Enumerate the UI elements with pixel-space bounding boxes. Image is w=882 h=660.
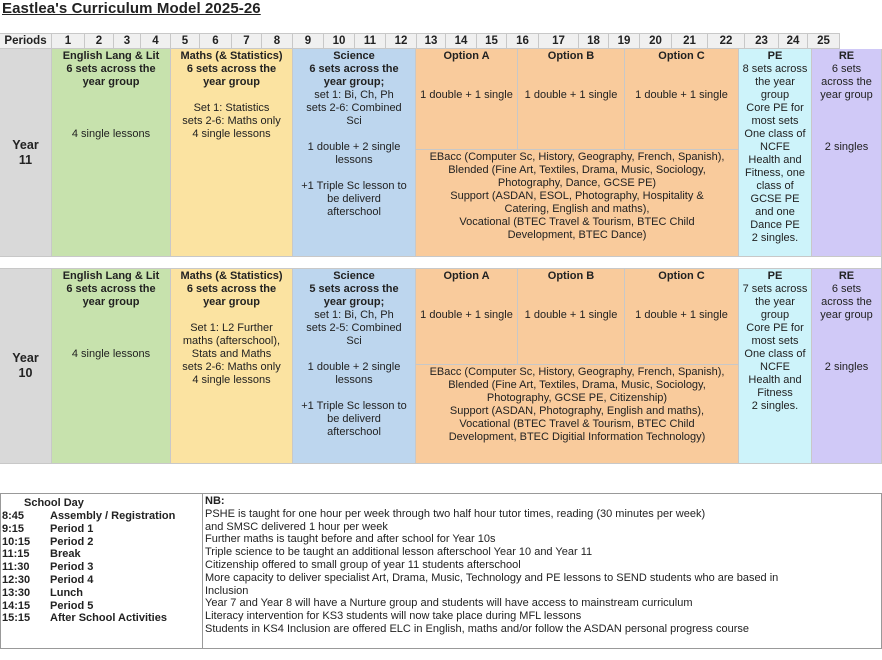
cell-text-line: 6 sets across the xyxy=(66,63,156,75)
option-c-title: Option C xyxy=(658,50,705,62)
pe-title: PE xyxy=(767,50,783,62)
notes-title: NB: xyxy=(205,495,225,507)
period-number-header: 19 xyxy=(609,33,640,49)
cell-text-line xyxy=(293,167,415,180)
cell-text-line: sets 2-6: Maths only xyxy=(182,361,281,373)
cell-text-line: most sets xyxy=(751,115,799,127)
cell-text-line: 6 sets across the xyxy=(186,283,277,295)
year-label-text: 11 xyxy=(18,152,33,167)
cell-text-line: year group xyxy=(820,309,873,321)
option-b-title: Option B xyxy=(547,270,595,282)
option-a-lessons: 1 double + 1 single xyxy=(420,309,513,321)
cell-text-line: Blended (Fine Art, Textiles, Drama, Music, Sociology, xyxy=(448,164,706,176)
cell-text-line: Core PE for xyxy=(746,102,804,114)
cell-text-line xyxy=(293,348,415,361)
year-10-option-a xyxy=(416,269,518,365)
cell-text-line: 4 single lessons xyxy=(71,128,151,140)
cell-text-line: 5 sets across the xyxy=(309,283,399,295)
cell-text-line: Set 1: Statistics xyxy=(193,102,270,114)
pe-details xyxy=(739,283,811,413)
note-line: Further maths is taught before and after school for Year 10s xyxy=(205,533,496,546)
cell-text-line: maths (afterschool), xyxy=(182,335,281,347)
re-details xyxy=(812,283,881,374)
cell-text-line: Development, BTEC Digitial Information Technology) xyxy=(448,431,706,443)
cell-text-line: EBacc (Computer Sc, History, Geography, French, Spanish), xyxy=(429,366,725,378)
cell-text-line: Sci xyxy=(346,335,362,347)
cell-text-line: year group xyxy=(203,76,260,88)
note-line: Triple science to be taught an additional lesson afterschool Year 10 and Year 11 xyxy=(205,546,593,559)
school-day-title: School Day xyxy=(24,497,84,509)
cell-text-line: Vocational (BTEC Travel & Tourism, BTEC Child xyxy=(459,418,695,430)
cell-text-line xyxy=(52,322,170,335)
year-10-label xyxy=(0,269,52,464)
note-line: More capacity to deliver specialist Art, Drama, Music, Technology and PE lessons to SEND students who are based in xyxy=(205,571,779,584)
cell-text-line: 4 single lessons xyxy=(192,128,271,140)
cell-text-line xyxy=(812,128,881,141)
cell-text-line: Blended (Fine Art, Textiles, Drama, Music, Sociology, xyxy=(448,379,706,391)
cell-text-line: +1 Triple Sc lesson to xyxy=(301,400,407,412)
cell-text-line: 7 sets across xyxy=(742,283,808,295)
cell-text-line: Core PE for xyxy=(746,322,804,334)
schedule-event: Period 5 xyxy=(50,599,94,612)
cell-text-line: 2 singles. xyxy=(751,232,799,244)
periods-header-label: Periods xyxy=(0,33,52,49)
cell-text-line: 6 sets xyxy=(831,283,862,295)
year-11-re-cell xyxy=(812,49,882,257)
cell-text-line: 6 sets across the xyxy=(186,63,277,75)
cell-text-line: One class of xyxy=(744,348,806,360)
period-number-header: 15 xyxy=(477,33,507,49)
cell-text-line: across the xyxy=(821,76,872,88)
schedule-time: 15:15 xyxy=(2,612,31,625)
option-b-lessons: 1 double + 1 single xyxy=(524,309,618,321)
year-11-pe-cell xyxy=(739,49,812,257)
cell-text-line: Vocational (BTEC Travel & Tourism, BTEC Child xyxy=(459,216,695,228)
period-number-header: 22 xyxy=(708,33,745,49)
period-number-header: 20 xyxy=(640,33,672,49)
schedule-event: Lunch xyxy=(50,586,83,599)
year-11-label xyxy=(0,49,52,257)
period-number-header: 13 xyxy=(417,33,446,49)
schedule-event: Period 3 xyxy=(50,561,94,574)
year-10-pe-cell xyxy=(739,269,812,464)
note-line: Inclusion xyxy=(205,584,249,597)
cell-text-line xyxy=(52,115,170,128)
cell-text-line: most sets xyxy=(751,335,799,347)
year-10-maths-cell xyxy=(171,269,293,464)
cell-text-line: year group; xyxy=(323,296,385,308)
year-10-science-cell xyxy=(293,269,416,464)
cell-text-line: class of xyxy=(756,180,794,192)
schedule-event: Period 2 xyxy=(50,535,94,548)
spacer-row xyxy=(0,257,882,269)
year-11-maths-cell xyxy=(171,49,293,257)
cell-text-line xyxy=(293,128,415,141)
cell-text-line: One class of xyxy=(744,128,806,140)
year-11-option-b xyxy=(518,49,625,150)
schedule-time: 8:45 xyxy=(2,510,25,522)
period-number-header: 1 xyxy=(52,33,85,49)
cell-text-line: Science xyxy=(333,50,375,62)
cell-text-line: afterschool xyxy=(327,426,381,438)
cell-text-line: 1 double + 2 single xyxy=(307,141,401,153)
cell-text-line: set 1: Bi, Ch, Ph xyxy=(314,309,394,321)
period-number-header: 24 xyxy=(779,33,808,49)
cell-text-line: be deliverd xyxy=(327,193,381,205)
cell-text-line: Stats and Maths xyxy=(191,348,272,360)
period-number-header: 23 xyxy=(745,33,779,49)
cell-text-line xyxy=(812,115,881,128)
cell-text-line: Support (ASDAN, Photography, English and maths), xyxy=(449,405,705,417)
cell-text-line xyxy=(812,322,881,335)
cell-text-line xyxy=(812,348,881,361)
option-a-lessons: 1 double + 1 single xyxy=(420,89,513,101)
year-label-text: 10 xyxy=(18,366,33,380)
cell-text-line: group xyxy=(760,309,790,321)
cell-text-line xyxy=(812,102,881,115)
cell-text-line: NCFE xyxy=(760,141,790,153)
period-number-header: 5 xyxy=(171,33,200,49)
notes-lines xyxy=(205,508,778,636)
cell-text-line: 2 singles xyxy=(824,141,869,153)
cell-text-line: group xyxy=(760,89,790,101)
period-number-header: 3 xyxy=(114,33,141,49)
cell-text-line: +1 Triple Sc lesson to xyxy=(301,180,407,192)
cell-text-line: afterschool xyxy=(327,206,381,218)
cell-text-line: sets 2-6: Combined xyxy=(306,102,402,114)
cell-text-line: the year xyxy=(755,76,795,88)
schedule-time: 10:15 xyxy=(2,535,31,548)
option-c-title: Option C xyxy=(658,270,705,282)
option-a-title: Option A xyxy=(443,270,490,282)
period-number-header: 18 xyxy=(579,33,609,49)
re-title: RE xyxy=(838,50,855,62)
cell-text-line: Health and xyxy=(748,374,802,386)
cell-text-line: lessons xyxy=(335,374,373,386)
year-label-text: Year xyxy=(12,351,39,365)
cell-text-line: year group xyxy=(820,89,873,101)
cell-text-line: Photography, GCSE PE, Citizenship) xyxy=(486,392,668,404)
cell-text-line: Sci xyxy=(346,115,362,127)
cell-text-line xyxy=(812,335,881,348)
schedule-time: 12:30 xyxy=(2,574,31,586)
cell-text-line: EBacc (Computer Sc, History, Geography, French, Spanish), xyxy=(429,151,725,163)
cell-text-line xyxy=(52,102,170,115)
cell-text-line: 6 sets across the xyxy=(66,283,156,295)
pe-title: PE xyxy=(767,270,783,282)
cell-text-line: the year xyxy=(755,296,795,308)
cell-text-line: and one xyxy=(755,206,795,218)
year-10-option-b xyxy=(518,269,625,365)
schedule-time: 9:15 xyxy=(2,522,25,535)
cell-text-line: year group xyxy=(203,296,260,308)
cell-text-line: Maths (& Statistics) xyxy=(180,50,283,62)
cell-text-line: be deliverd xyxy=(327,413,381,425)
note-line: PSHE is taught for one hour per week through two half hour tutor times, reading (30 minutes per week) xyxy=(205,507,706,520)
notes-section xyxy=(205,495,778,636)
cell-text-line: year group xyxy=(82,76,140,88)
period-number-header: 4 xyxy=(141,33,171,49)
note-line: Literacy intervention for KS3 students will now take place during MFL lessons xyxy=(205,610,582,623)
period-number-header: 10 xyxy=(324,33,355,49)
cell-text-line: NCFE xyxy=(760,361,790,373)
note-line: Citizenship offered to small group of year 11 students afterschool xyxy=(205,558,521,571)
cell-text-line: 6 sets xyxy=(831,63,862,75)
period-number-header: 14 xyxy=(446,33,477,49)
cell-text-line: GCSE PE xyxy=(750,193,800,205)
year-10-english-cell xyxy=(52,269,171,464)
cell-text-line: Set 1: L2 Further xyxy=(190,322,273,334)
cell-text-line xyxy=(171,89,292,102)
re-title: RE xyxy=(838,270,855,282)
cell-text-line: year group xyxy=(82,296,140,308)
pe-details xyxy=(739,63,811,245)
note-line: Year 7 and Year 8 will have a Nurture group and students will have access to mainstream curriculum xyxy=(205,597,693,610)
cell-text-line: 8 sets across xyxy=(742,63,808,75)
cell-text-line: Maths (& Statistics) xyxy=(180,270,283,282)
cell-text-line: Photography, Dance, GCSE PE) xyxy=(497,177,657,189)
schedule-event: After School Activities xyxy=(50,612,167,625)
period-number-header: 17 xyxy=(539,33,579,49)
page-title: Eastlea's Curriculum Model 2025-26 xyxy=(2,0,261,17)
period-number-header: 7 xyxy=(232,33,262,49)
cell-text-line: across the xyxy=(821,296,872,308)
schedule-event: Break xyxy=(50,548,81,561)
cell-text-line xyxy=(52,89,170,102)
year-11-options-detail xyxy=(416,150,739,257)
re-details xyxy=(812,63,881,154)
option-c-lessons: 1 double + 1 single xyxy=(635,89,728,101)
cell-text-line: Catering, English and maths), xyxy=(504,203,650,215)
cell-text-line: Health and xyxy=(748,154,802,166)
period-number-header: 2 xyxy=(85,33,114,49)
cell-text-line: year group; xyxy=(323,76,385,88)
schedule-event: Assembly / Registration xyxy=(50,510,176,522)
schedule-event: Period 1 xyxy=(50,522,94,535)
period-number-header: 11 xyxy=(355,33,386,49)
schedule-time: 11:15 xyxy=(2,548,30,561)
cell-text-line: sets 2-6: Maths only xyxy=(182,115,281,127)
year-11-option-c xyxy=(625,49,739,150)
cell-text-line: English Lang & Lit xyxy=(62,270,160,282)
year-10-re-cell xyxy=(812,269,882,464)
period-number-header: 9 xyxy=(293,33,324,49)
year-11-option-a xyxy=(416,49,518,150)
cell-text-line: Fitness, one xyxy=(745,167,805,179)
cell-text-line: 2 singles xyxy=(824,361,869,373)
year-10-option-c xyxy=(625,269,739,365)
cell-text-line: sets 2-5: Combined xyxy=(306,322,402,334)
cell-text-line xyxy=(171,309,292,322)
year-11-science-cell xyxy=(293,49,416,257)
cell-text-line: 1 double + 2 single xyxy=(307,361,401,373)
schedule-time: 14:15 xyxy=(2,599,31,612)
cell-text-line: 6 sets across the xyxy=(309,63,399,75)
cell-text-line: Development, BTEC Dance) xyxy=(507,229,647,241)
note-line: and SMSC delivered 1 hour per week xyxy=(205,520,388,533)
option-c-lessons: 1 double + 1 single xyxy=(635,309,728,321)
cell-text-line: 2 singles. xyxy=(751,400,799,412)
cell-text-line: Fitness xyxy=(757,387,793,399)
period-number-header: 16 xyxy=(507,33,539,49)
cell-text-line: Science xyxy=(333,270,375,282)
period-number-header: 21 xyxy=(672,33,708,49)
cell-text-line xyxy=(52,309,170,322)
period-number-header: 8 xyxy=(262,33,293,49)
period-number-header: 6 xyxy=(200,33,232,49)
year-label-text: Year xyxy=(12,137,39,152)
option-b-title: Option B xyxy=(547,50,595,62)
year-11-english-cell xyxy=(52,49,171,257)
schedule-time: 11:30 xyxy=(2,561,30,574)
year-10-options-detail xyxy=(416,365,739,464)
cell-text-line xyxy=(52,335,170,348)
note-line: Students in KS4 Inclusion are offered ELC in English, maths and/or follow the ASDAN personal progress course xyxy=(205,622,749,635)
period-number-header: 25 xyxy=(808,33,840,49)
cell-text-line: Dance PE xyxy=(750,219,800,231)
option-b-lessons: 1 double + 1 single xyxy=(524,89,618,101)
cell-text-line: 4 single lessons xyxy=(71,348,151,360)
cell-text-line: Support (ASDAN, ESOL, Photography, Hospitality & xyxy=(450,190,704,202)
period-number-header: 12 xyxy=(386,33,417,49)
schedule-time: 13:30 xyxy=(2,586,31,599)
cell-text-line: set 1: Bi, Ch, Ph xyxy=(314,89,394,101)
cell-text-line: 4 single lessons xyxy=(192,374,271,386)
option-a-title: Option A xyxy=(443,50,490,62)
schedule-event: Period 4 xyxy=(50,574,94,586)
cell-text-line: lessons xyxy=(335,154,373,166)
cell-text-line: English Lang & Lit xyxy=(62,50,160,62)
cell-text-line xyxy=(293,387,415,400)
